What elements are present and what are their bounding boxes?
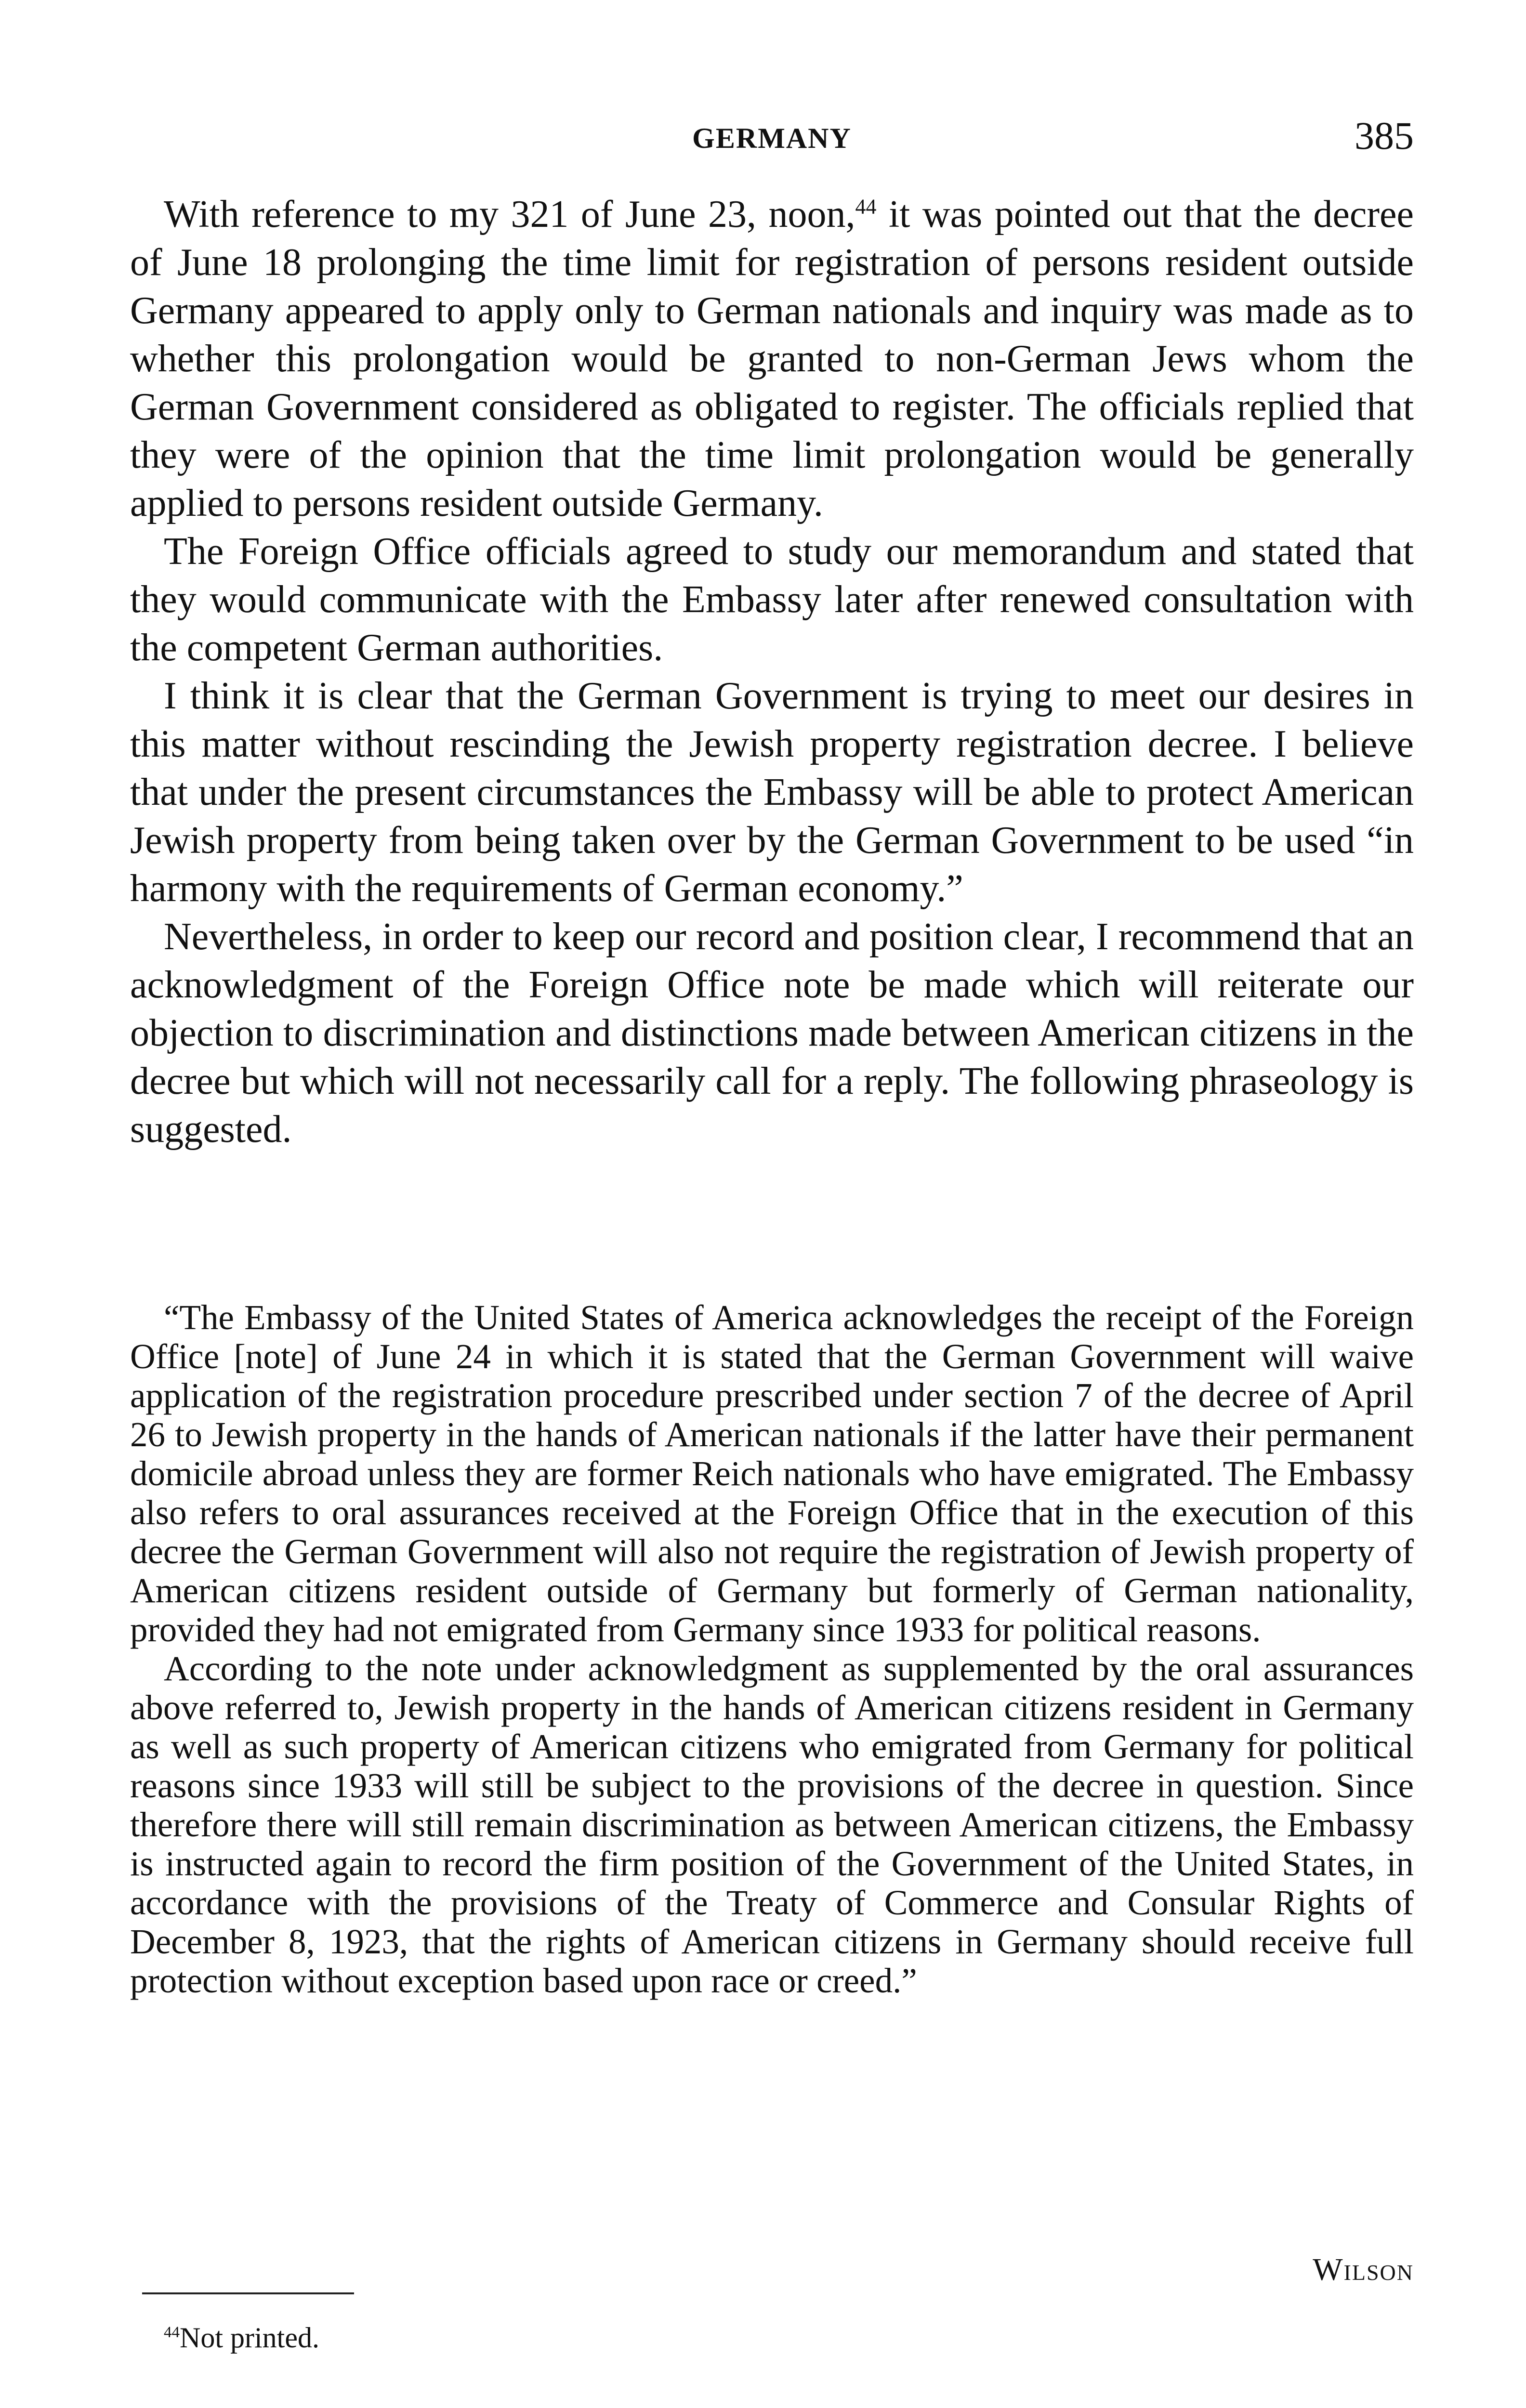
quote-paragraph-2: According to the note under acknowledgment as supplemented by the oral assurances above referred to, Jewish property in the hands of American citizens resident in Germany as well as such property of American citizens who emigrated from Germany for political reasons since 1933 will still be subject to the provisions of the decree in question. Since therefore there will still remain discrimination as between American citizens, the Embassy is instructed again to record the firm position of the Government of the United States, in accordance with the provisions of the Treaty of Commerce and Consular Rights of December 8, 1923, that the rights of American citizens in Germany should receive full protection without exception based upon race or creed.”	[130, 1649, 1414, 2000]
paragraph-1-rest: it was pointed out that the decree of June 18 prolonging the time limit for registration of persons resident outside Germany appeared to apply only to German nationals and inquiry was made as to whether this prolongation would be granted to non-German Jews whom the German Government considered as obligated to register. The officials replied that they were of the opinion that the time limit prolongation would be generally applied to persons resident outside Germany.	[130, 193, 1414, 524]
signature: Wilson	[1313, 2252, 1414, 2287]
page-number: 385	[1355, 114, 1414, 157]
quoted-note	[130, 1298, 1414, 2000]
quote-paragraph-1: “The Embassy of the United States of America acknowledges the receipt of the Foreign Office [note] of June 24 in which it is stated that the German Government will waive application of the registration procedure prescribed under section 7 of the decree of April 26 to Jewish property in the hands of American nationals if the latter have their permanent domicile abroad unless they are former Reich nationals who have emigrated. The Embassy also refers to oral assurances received at the Foreign Office that in the execution of this decree the German Government will also not require the registration of Jewish property of American citizens resident outside of Germany but formerly of German nationality, provided they had not emigrated from Germany since 1933 for political reasons.	[130, 1298, 1414, 1649]
running-title: GERMANY	[692, 122, 852, 154]
footnote-reference: 44	[855, 195, 877, 219]
paragraph-3: I think it is clear that the German Government is trying to meet our desires in this matter without rescinding the Jewish property registration decree. I believe that under the present circumstances the Embassy will be able to protect American Jewish property from being taken over by the German Government to be used “in harmony with the requirements of German economy.”	[130, 675, 1414, 910]
paragraph-4: Nevertheless, in order to keep our record and position clear, I recommend that an acknowledgment of the Foreign Office note be made which will reiterate our objection to discrimination and distinctions made between American citizens in the decree but which will not necessarily call for a reply. The following phraseology is suggested.	[130, 916, 1414, 1151]
paragraph-1	[130, 190, 1414, 527]
running-head	[130, 113, 1414, 166]
body-text	[130, 190, 1414, 1153]
footnote-number: 44	[164, 2324, 180, 2341]
footnote-divider	[142, 2292, 354, 2294]
paragraph-1-start: With reference to my 321 of June 23, noon,	[164, 193, 855, 236]
footnote-text: Not printed.	[180, 2322, 319, 2354]
footnote	[164, 2321, 319, 2355]
paragraph-2: The Foreign Office officials agreed to study our memorandum and stated that they would communicate with the Embassy later after renewed consultation with the competent German authorities.	[130, 530, 1414, 669]
